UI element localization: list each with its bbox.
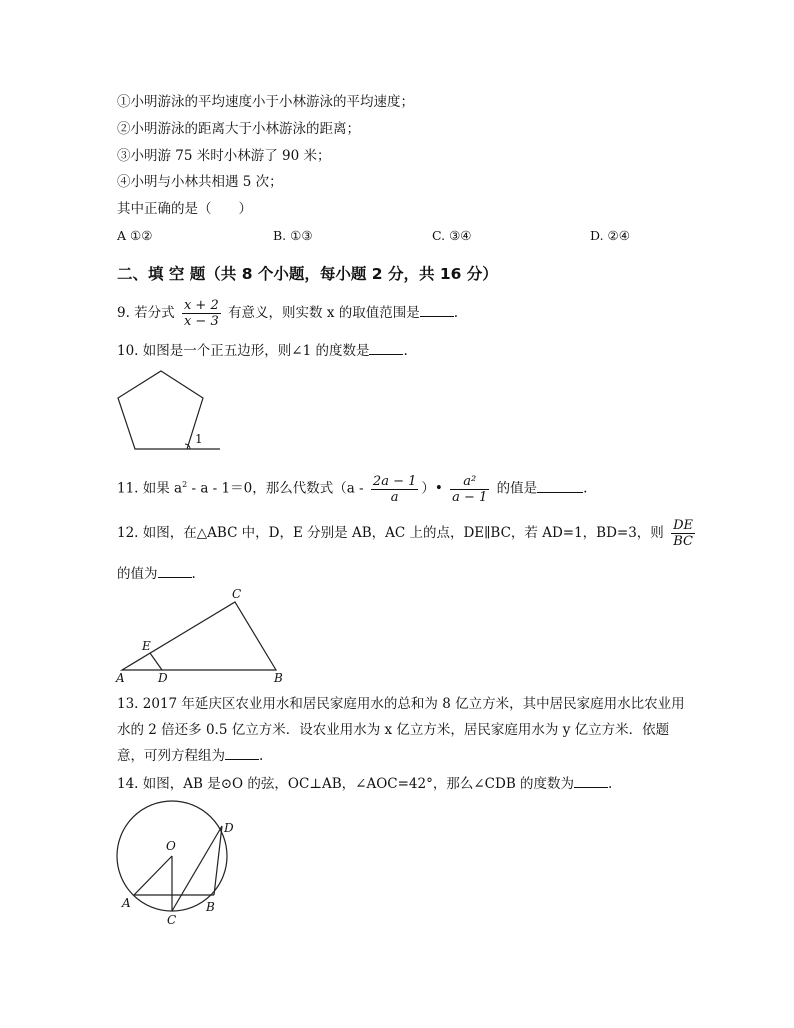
- q8-prompt: 其中正确的是（ ）: [117, 201, 252, 217]
- q11-f1-num: 2a − 1: [372, 473, 417, 489]
- label-e: E: [142, 639, 151, 653]
- q10-end: .: [403, 343, 408, 359]
- q14-answer-blank[interactable]: [574, 775, 608, 788]
- q12-triangle-figure: [114, 586, 286, 686]
- q9-post: 有意义，则实数 x 的取值范围是: [228, 305, 420, 321]
- q11-mid2: ）•: [421, 480, 443, 497]
- option-label: D.: [590, 228, 604, 243]
- q13-line-3: [117, 747, 263, 765]
- q14-circle-figure: [114, 800, 244, 926]
- option-label: C.: [432, 228, 446, 243]
- option-label: A: [117, 228, 127, 243]
- q12: [117, 514, 698, 552]
- q14-text: 14. 如图，AB 是⊙O 的弦，OC⊥AB，∠AOC=42°，那么∠CDB 的度数为: [117, 776, 575, 792]
- q10-pentagon-figure: [114, 366, 226, 456]
- option-text: ①③: [290, 228, 313, 243]
- q11-f1-den: a: [371, 489, 418, 505]
- q13-line3-text: 意，可列方程组为: [117, 748, 225, 764]
- q11-f2-den: a − 1: [452, 489, 488, 505]
- q10-text: 10. 如图是一个正五边形，则∠1 的度数是: [117, 343, 370, 359]
- q12-line2-text: 的值为: [117, 566, 158, 582]
- q11-f2-num: a²: [463, 473, 477, 489]
- option-label: B.: [273, 228, 287, 243]
- section-2-title: 二、填 空 题（共 8 个小题，每小题 2 分，共 16 分）: [117, 265, 498, 283]
- q8-statement-4: ④小明与小林共相遇 5 次；: [117, 174, 283, 190]
- q12-fraction-num: DE: [673, 518, 694, 533]
- segment-bd: [214, 826, 222, 895]
- q12-fraction-den: BC: [671, 533, 695, 549]
- q12-text: 12. 如图，在△ABC 中，D，E 分别是 AB，AC 上的点，DE∥BC，若 AD=1，BD=3，则: [117, 525, 664, 541]
- option-text: ③④: [449, 228, 472, 243]
- q13-line-2: 水的 2 倍还多 0.5 亿立方米．设农业用水为 x 亿立方米，居民家庭用水为 y 亿立方米．依题: [117, 722, 670, 738]
- q10-answer-blank[interactable]: [369, 342, 403, 355]
- label-b: B: [274, 671, 283, 685]
- q13-answer-blank[interactable]: [225, 747, 259, 760]
- q9-end: .: [453, 305, 459, 321]
- angle-1-label: 1: [195, 432, 203, 446]
- q11-exponent: 2: [182, 480, 188, 489]
- q11: [117, 466, 587, 508]
- q13-line-1: 13. 2017 年延庆区农业用水和居民家庭用水的总和为 8 亿立方米，其中居民家庭用水比农业用: [117, 696, 685, 712]
- q9-pre: 9. 若分式: [117, 305, 175, 321]
- q9-answer-blank[interactable]: [420, 304, 454, 317]
- pentagon-shape: [118, 371, 203, 449]
- q12-end: .: [191, 566, 196, 582]
- q11-pre: 11. 如果 a: [117, 480, 183, 497]
- label-d: D: [224, 821, 234, 835]
- q8-statement-3: ③小明游 75 米时小林游了 90 米；: [117, 148, 331, 164]
- triangle-abc: [122, 602, 276, 670]
- q8-statement-1: ①小明游泳的平均速度小于小林游泳的平均速度；: [117, 94, 414, 110]
- q9-fraction: [182, 298, 221, 329]
- q12-fraction: [671, 518, 695, 549]
- label-d: D: [158, 671, 168, 685]
- q11-end: .: [583, 480, 588, 497]
- q12-line-2: [117, 565, 196, 583]
- q13-end: .: [259, 748, 264, 764]
- q14-end: .: [608, 776, 613, 792]
- q10: [117, 342, 408, 360]
- q11-mid: - a - 1＝0，那么代数式（a -: [187, 480, 364, 497]
- q8-option-a: [117, 228, 152, 243]
- segment-de: [150, 653, 162, 670]
- label-o: O: [166, 839, 176, 853]
- label-b: B: [206, 900, 215, 914]
- label-a: A: [122, 896, 131, 910]
- q11-fraction-1: [371, 474, 418, 505]
- label-c: C: [167, 913, 177, 926]
- q11-post: 的值是: [496, 480, 538, 497]
- q9-fraction-num: x + 2: [183, 298, 219, 313]
- q8-option-b: [273, 228, 313, 243]
- segment-cd: [172, 826, 222, 911]
- option-text: ②④: [607, 228, 630, 243]
- q9-fraction-den: x − 3: [183, 314, 219, 329]
- q8-statement-2: ②小明游泳的距离大于小林游泳的距离；: [117, 121, 360, 137]
- label-c: C: [232, 587, 242, 601]
- q8-option-d: [590, 228, 630, 243]
- q8-option-c: [432, 228, 472, 243]
- q12-answer-blank[interactable]: [158, 565, 192, 578]
- option-text: ①②: [130, 228, 153, 243]
- q11-fraction-2: [450, 474, 489, 505]
- q9: [117, 294, 458, 332]
- segment-oa: [134, 856, 172, 895]
- label-a: A: [116, 671, 125, 685]
- q11-answer-blank[interactable]: [537, 480, 583, 493]
- q14: [117, 775, 612, 793]
